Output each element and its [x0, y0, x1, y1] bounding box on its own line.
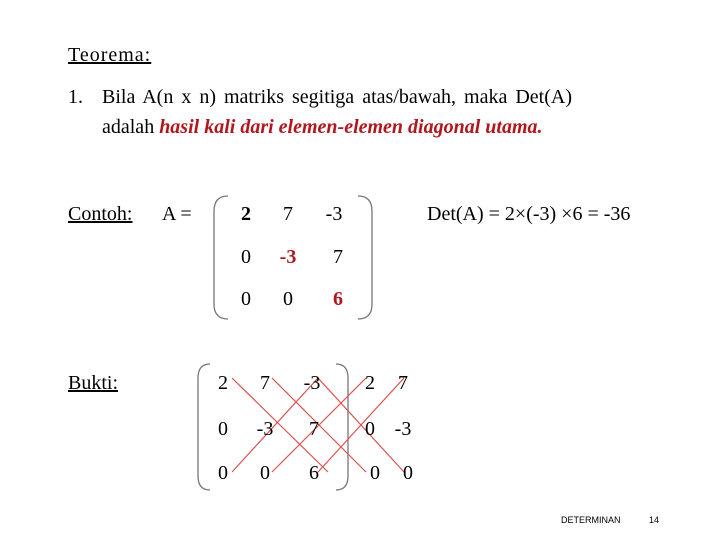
proof-ext-cell-2-1: 0 — [365, 418, 375, 440]
proof-ext-cell-2-2: -3 — [394, 418, 412, 440]
footer-topic: DETERMINAN — [561, 515, 621, 525]
example-label: Contoh: — [68, 203, 133, 225]
footer-page-number: 14 — [649, 515, 660, 525]
example-cell-2-1: 0 — [241, 246, 251, 268]
theorem-line2-plain: adalah — [102, 116, 160, 138]
example-cell-2-2: -3 — [279, 246, 297, 268]
proof-ext-cell-3-2: 0 — [403, 462, 413, 484]
example-cell-3-3: 6 — [333, 288, 343, 310]
matrix-name: A = — [162, 203, 192, 225]
proof-cell-2-3: 7 — [309, 418, 319, 440]
proof-cell-1-2: 7 — [260, 372, 270, 394]
theorem-title: Teorema: — [68, 44, 152, 66]
proof-ext-cell-1-1: 2 — [365, 372, 375, 394]
proof-right-bracket — [336, 364, 348, 490]
proof-cell-2-1: 0 — [218, 418, 228, 440]
proof-cell-3-3: 6 — [309, 462, 319, 484]
proof-label: Bukti: — [68, 372, 119, 394]
example-cell-1-1: 2 — [241, 203, 251, 225]
proof-ext-cell-1-2: 7 — [398, 372, 408, 394]
proof-cell-3-1: 0 — [218, 462, 228, 484]
example-cell-1-3: -3 — [325, 203, 343, 225]
example-cell-3-2: 0 — [283, 288, 293, 310]
theorem-statement-line1: Bila A(n x n) matriks segitiga atas/bawah, maka Det(A) — [102, 86, 572, 108]
theorem-highlight: hasil kali dari elemen-elemen diagonal utama. — [159, 116, 543, 138]
proof-ext-cell-3-1: 0 — [370, 462, 380, 484]
determinant-result: Det(A) = 2×(-3) ×6 = -36 — [427, 203, 631, 225]
proof-cell-1-3: -3 — [303, 372, 321, 394]
proof-left-bracket — [198, 364, 210, 490]
proof-cell-1-1: 2 — [218, 372, 228, 394]
example-cell-1-2: 7 — [283, 203, 293, 225]
example-cell-2-3: 7 — [333, 246, 343, 268]
proof-cell-3-2: 0 — [260, 462, 270, 484]
proof-cell-2-2: -3 — [256, 418, 274, 440]
example-cell-3-1: 0 — [241, 288, 251, 310]
theorem-number: 1. — [68, 86, 83, 108]
